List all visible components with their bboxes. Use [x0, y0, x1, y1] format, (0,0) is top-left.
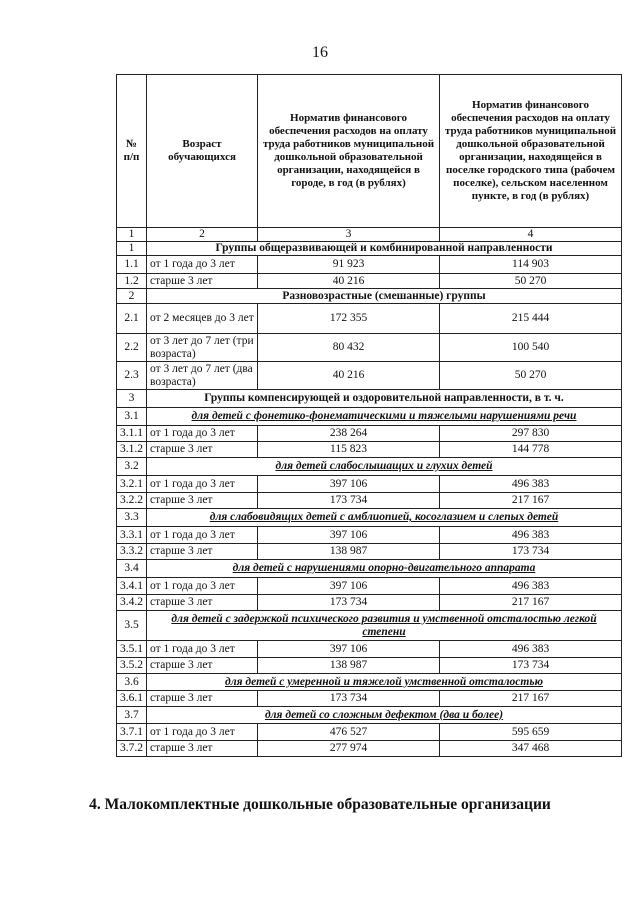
rural-norm-value: 496 383 — [440, 578, 622, 595]
city-norm-value: 397 106 — [258, 641, 440, 658]
age-group: от 1 года до 3 лет — [147, 724, 258, 741]
rural-norm-value: 173 734 — [440, 544, 622, 560]
subsection-row — [117, 509, 622, 527]
table-row — [117, 442, 622, 458]
age-group: старше 3 лет — [147, 442, 258, 458]
city-norm-value: 172 355 — [258, 304, 440, 334]
section-title: Разновозрастные (смешанные) группы — [147, 289, 622, 304]
row-number: 3.7 — [117, 707, 147, 724]
row-number: 3.5 — [117, 611, 147, 641]
section-heading: 4. Малокомплектные дошкольные образовательные организации — [89, 796, 551, 813]
row-number: 3.1.2 — [117, 442, 147, 458]
city-norm-value: 40 216 — [258, 274, 440, 289]
header-rural: Норматив финансового обеспечения расходов на оплату труда работников муниципальной дошкольной образовательной организации, находящейся в поселке городского типа (рабочем поселке), сельском населенном пункте, в год (в рублях) — [440, 75, 622, 228]
header-row — [117, 75, 622, 228]
row-number: 3.5.2 — [117, 658, 147, 674]
age-group: старше 3 лет — [147, 658, 258, 674]
subsection-row — [117, 707, 622, 724]
row-number: 3 — [117, 390, 147, 408]
header-city: Норматив финансового обеспечения расходов на оплату труда работников муниципальной дошкольной образовательной организации, находящейся в городе, в год (в рублях) — [258, 75, 440, 228]
city-norm-value: 173 734 — [258, 595, 440, 611]
rural-norm-value: 297 830 — [440, 426, 622, 442]
row-number: 3.5.1 — [117, 641, 147, 658]
page-number: 16 — [312, 44, 328, 61]
table-row — [117, 724, 622, 741]
column-number: 2 — [147, 228, 258, 242]
age-group: от 2 месяцев до 3 лет — [147, 304, 258, 334]
age-group: от 1 года до 3 лет — [147, 426, 258, 442]
age-group: от 1 года до 3 лет — [147, 641, 258, 658]
subsection-title: для детей с задержкой психического развития и умственной отсталостью легкой степени — [147, 611, 622, 641]
table-row — [117, 691, 622, 707]
row-number: 3.4.1 — [117, 578, 147, 595]
row-number: 3.6.1 — [117, 691, 147, 707]
city-norm-value: 476 527 — [258, 724, 440, 741]
row-number: 3.2.2 — [117, 493, 147, 509]
city-norm-value: 173 734 — [258, 691, 440, 707]
rural-norm-value: 217 167 — [440, 691, 622, 707]
column-number: 1 — [117, 228, 147, 242]
row-number: 3.3 — [117, 509, 147, 527]
city-norm-value: 397 106 — [258, 476, 440, 493]
header-num: № п/п — [117, 75, 147, 228]
rural-norm-value: 347 468 — [440, 741, 622, 757]
age-group: старше 3 лет — [147, 493, 258, 509]
table-row — [117, 527, 622, 544]
table-row — [117, 741, 622, 757]
age-group: от 1 года до 3 лет — [147, 527, 258, 544]
subsection-row — [117, 408, 622, 426]
rural-norm-value: 496 383 — [440, 527, 622, 544]
subsection-row — [117, 560, 622, 578]
city-norm-value: 115 823 — [258, 442, 440, 458]
table-body — [117, 242, 622, 757]
row-number: 1.2 — [117, 274, 147, 289]
row-number: 1 — [117, 242, 147, 256]
row-number: 3.4 — [117, 560, 147, 578]
rural-norm-value: 215 444 — [440, 304, 622, 334]
age-group: от 1 года до 3 лет — [147, 256, 258, 274]
city-norm-value: 277 974 — [258, 741, 440, 757]
section-row — [117, 390, 622, 408]
rural-norm-value: 217 167 — [440, 493, 622, 509]
table-row — [117, 493, 622, 509]
table-row — [117, 362, 622, 390]
table-row — [117, 595, 622, 611]
subsection-title: для детей слабослышащих и глухих детей — [147, 458, 622, 476]
age-group: от 1 года до 3 лет — [147, 578, 258, 595]
rural-norm-value: 173 734 — [440, 658, 622, 674]
funding-norms-table — [116, 74, 622, 757]
subsection-row — [117, 611, 622, 641]
rural-norm-value: 114 903 — [440, 256, 622, 274]
age-group: от 3 лет до 7 лет (два возраста) — [147, 362, 258, 390]
city-norm-value: 138 987 — [258, 658, 440, 674]
subsection-title: для детей с фонетико-фонематическими и тяжелыми нарушениями речи — [147, 408, 622, 426]
rural-norm-value: 144 778 — [440, 442, 622, 458]
table-row — [117, 641, 622, 658]
table-row — [117, 304, 622, 334]
section-row — [117, 242, 622, 256]
city-norm-value: 397 106 — [258, 527, 440, 544]
row-number: 2.1 — [117, 304, 147, 334]
city-norm-value: 397 106 — [258, 578, 440, 595]
subsection-title: для слабовидящих детей с амблиопией, косоглазием и слепых детей — [147, 509, 622, 527]
section-row — [117, 289, 622, 304]
table-row — [117, 274, 622, 289]
city-norm-value: 80 432 — [258, 334, 440, 362]
age-group: от 1 года до 3 лет — [147, 476, 258, 493]
rural-norm-value: 217 167 — [440, 595, 622, 611]
row-number: 2.3 — [117, 362, 147, 390]
city-norm-value: 40 216 — [258, 362, 440, 390]
row-number: 3.6 — [117, 674, 147, 691]
rural-norm-value: 100 540 — [440, 334, 622, 362]
row-number: 1.1 — [117, 256, 147, 274]
section-title: Группы компенсирующей и оздоровительной направленности, в т. ч. — [147, 390, 622, 408]
age-group: старше 3 лет — [147, 595, 258, 611]
row-number: 3.2 — [117, 458, 147, 476]
header-age: Возраст обучающихся — [147, 75, 258, 228]
table-row — [117, 426, 622, 442]
subsection-row — [117, 674, 622, 691]
subsection-row — [117, 458, 622, 476]
table-row — [117, 578, 622, 595]
row-number: 3.2.1 — [117, 476, 147, 493]
rural-norm-value: 496 383 — [440, 476, 622, 493]
subsection-title: для детей с нарушениями опорно-двигательного аппарата — [147, 560, 622, 578]
row-number: 3.7.2 — [117, 741, 147, 757]
row-number: 3.4.2 — [117, 595, 147, 611]
column-number: 4 — [440, 228, 622, 242]
age-group: старше 3 лет — [147, 691, 258, 707]
row-number: 2.2 — [117, 334, 147, 362]
city-norm-value: 91 923 — [258, 256, 440, 274]
subsection-title: для детей со сложным дефектом (два и более) — [147, 707, 622, 724]
row-number: 3.3.1 — [117, 527, 147, 544]
row-number: 3.3.2 — [117, 544, 147, 560]
rural-norm-value: 50 270 — [440, 362, 622, 390]
table-row — [117, 658, 622, 674]
row-number: 3.1.1 — [117, 426, 147, 442]
column-number: 3 — [258, 228, 440, 242]
age-group: старше 3 лет — [147, 544, 258, 560]
row-number: 2 — [117, 289, 147, 304]
subsection-title: для детей с умеренной и тяжелой умственной отсталостью — [147, 674, 622, 691]
table-row — [117, 334, 622, 362]
age-group: от 3 лет до 7 лет (три возраста) — [147, 334, 258, 362]
age-group: старше 3 лет — [147, 274, 258, 289]
table-row — [117, 476, 622, 493]
city-norm-value: 138 987 — [258, 544, 440, 560]
section-title: Группы общеразвивающей и комбинированной направленности — [147, 242, 622, 256]
rural-norm-value: 50 270 — [440, 274, 622, 289]
age-group: старше 3 лет — [147, 741, 258, 757]
rural-norm-value: 496 383 — [440, 641, 622, 658]
city-norm-value: 173 734 — [258, 493, 440, 509]
row-number: 3.7.1 — [117, 724, 147, 741]
column-number-row — [117, 228, 622, 242]
table-row — [117, 544, 622, 560]
city-norm-value: 238 264 — [258, 426, 440, 442]
rural-norm-value: 595 659 — [440, 724, 622, 741]
table-row — [117, 256, 622, 274]
row-number: 3.1 — [117, 408, 147, 426]
